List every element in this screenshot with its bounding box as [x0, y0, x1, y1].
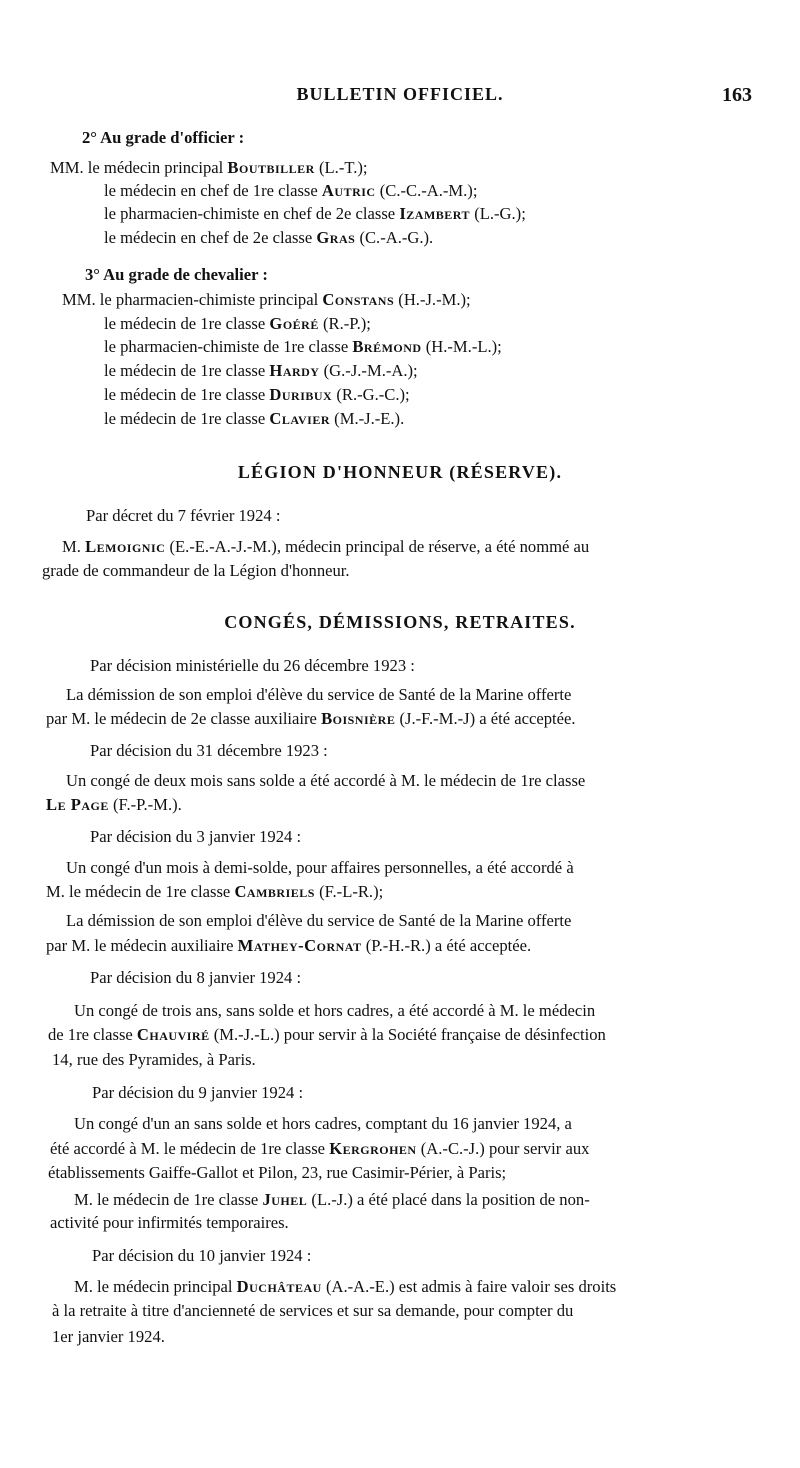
decision-heading: Par décision du 3 janvier 1924 : — [90, 827, 302, 846]
officier-heading: 2° Au grade d'officier : — [82, 128, 245, 147]
decision-text: par M. le médecin auxiliaire Mathey-Cornat (P.-H.-R.) a été acceptée. — [46, 936, 532, 955]
decision-text: activité pour infirmités temporaires. — [50, 1213, 289, 1232]
conges-heading: CONGÉS, DÉMISSIONS, RETRAITES. — [224, 612, 576, 632]
chevalier-entry: MM. le pharmacien-chimiste principal Constans (H.-J.-M.); — [62, 290, 471, 309]
decision-text: Le Page (F.-P.-M.). — [46, 795, 182, 814]
page-number: 163 — [722, 84, 752, 106]
decision-text: M. le médecin principal Duchâteau (A.-A.-E.) est admis à faire valoir ses droits — [74, 1277, 617, 1296]
running-title: BULLETIN OFFICIEL. — [296, 84, 504, 104]
decision-text: M. le médecin de 1re classe Juhel (L.-J.) a été placé dans la position de non- — [74, 1190, 590, 1209]
decision-text: Un congé de deux mois sans solde a été accordé à M. le médecin de 1re classe — [66, 771, 586, 790]
legion-heading: LÉGION D'HONNEUR (RÉSERVE). — [237, 462, 563, 482]
decision-text: 1er janvier 1924. — [52, 1327, 165, 1346]
chevalier-entry: le médecin de 1re classe Goéré (R.-P.); — [104, 314, 371, 333]
decision-heading: Par décision du 31 décembre 1923 : — [90, 741, 328, 760]
page-header — [0, 84, 800, 114]
officier-entry: le médecin en chef de 2e classe Gras (C.-A.-G.). — [104, 228, 434, 247]
chevalier-entry: le médecin de 1re classe Hardy (G.-J.-M.-A.); — [104, 361, 418, 380]
chevalier-heading: 3° Au grade de chevalier : — [85, 265, 268, 284]
decision-text: par M. le médecin de 2e classe auxiliaire Boisnière (J.-F.-M.-J) a été acceptée. — [46, 709, 576, 728]
officier-entry: le médecin en chef de 1re classe Autric (C.-C.-A.-M.); — [104, 181, 478, 200]
legion-text: grade de commandeur de la Légion d'honneur. — [42, 561, 350, 580]
decision-text: Un congé de trois ans, sans solde et hors cadres, a été accordé à M. le médecin — [74, 1001, 596, 1020]
decision-heading: Par décision du 9 janvier 1924 : — [92, 1083, 304, 1102]
officier-entry: le pharmacien-chimiste en chef de 2e classe Izambert (L.-G.); — [104, 204, 526, 223]
decision-text: de 1re classe Chauviré (M.-J.-L.) pour servir à la Société française de désinfection — [48, 1025, 606, 1044]
decision-text: été accordé à M. le médecin de 1re classe Kergrohen (A.-C.-J.) pour servir aux — [50, 1139, 590, 1158]
decision-text: La démission de son emploi d'élève du service de Santé de la Marine offerte — [66, 685, 572, 704]
decision-text: M. le médecin de 1re classe Cambriels (F.-L-R.); — [46, 882, 384, 901]
decision-text: établissements Gaiffe-Gallot et Pilon, 23, rue Casimir-Périer, à Paris; — [48, 1163, 507, 1182]
decision-heading: Par décision du 10 janvier 1924 : — [92, 1246, 312, 1265]
chevalier-entry: le médecin de 1re classe Clavier (M.-J.-E.). — [104, 409, 405, 428]
decision-heading: Par décision du 8 janvier 1924 : — [90, 968, 302, 987]
chevalier-entry: le médecin de 1re classe Duribux (R.-G.-C.); — [104, 385, 410, 404]
officier-entry: MM. le médecin principal Boutbiller (L.-T.); — [50, 158, 368, 177]
legion-text: M. Lemoignic (E.-E.-A.-J.-M.), médecin principal de réserve, a été nommé au — [62, 537, 590, 556]
chevalier-entry: le pharmacien-chimiste de 1re classe Brémond (H.-M.-L.); — [104, 337, 502, 356]
decision-text: Un congé d'un an sans solde et hors cadres, comptant du 16 janvier 1924, a — [74, 1114, 572, 1133]
decision-heading: Par décision ministérielle du 26 décembre 1923 : — [90, 656, 415, 675]
decision-text: La démission de son emploi d'élève du service de Santé de la Marine offerte — [66, 911, 572, 930]
decision-text: à la retraite à titre d'ancienneté de services et sur sa demande, pour compter du — [52, 1301, 574, 1320]
decision-text: 14, rue des Pyramides, à Paris. — [52, 1050, 256, 1069]
legion-decree: Par décret du 7 février 1924 : — [86, 506, 281, 525]
decision-text: Un congé d'un mois à demi-solde, pour affaires personnelles, a été accordé à — [66, 858, 574, 877]
